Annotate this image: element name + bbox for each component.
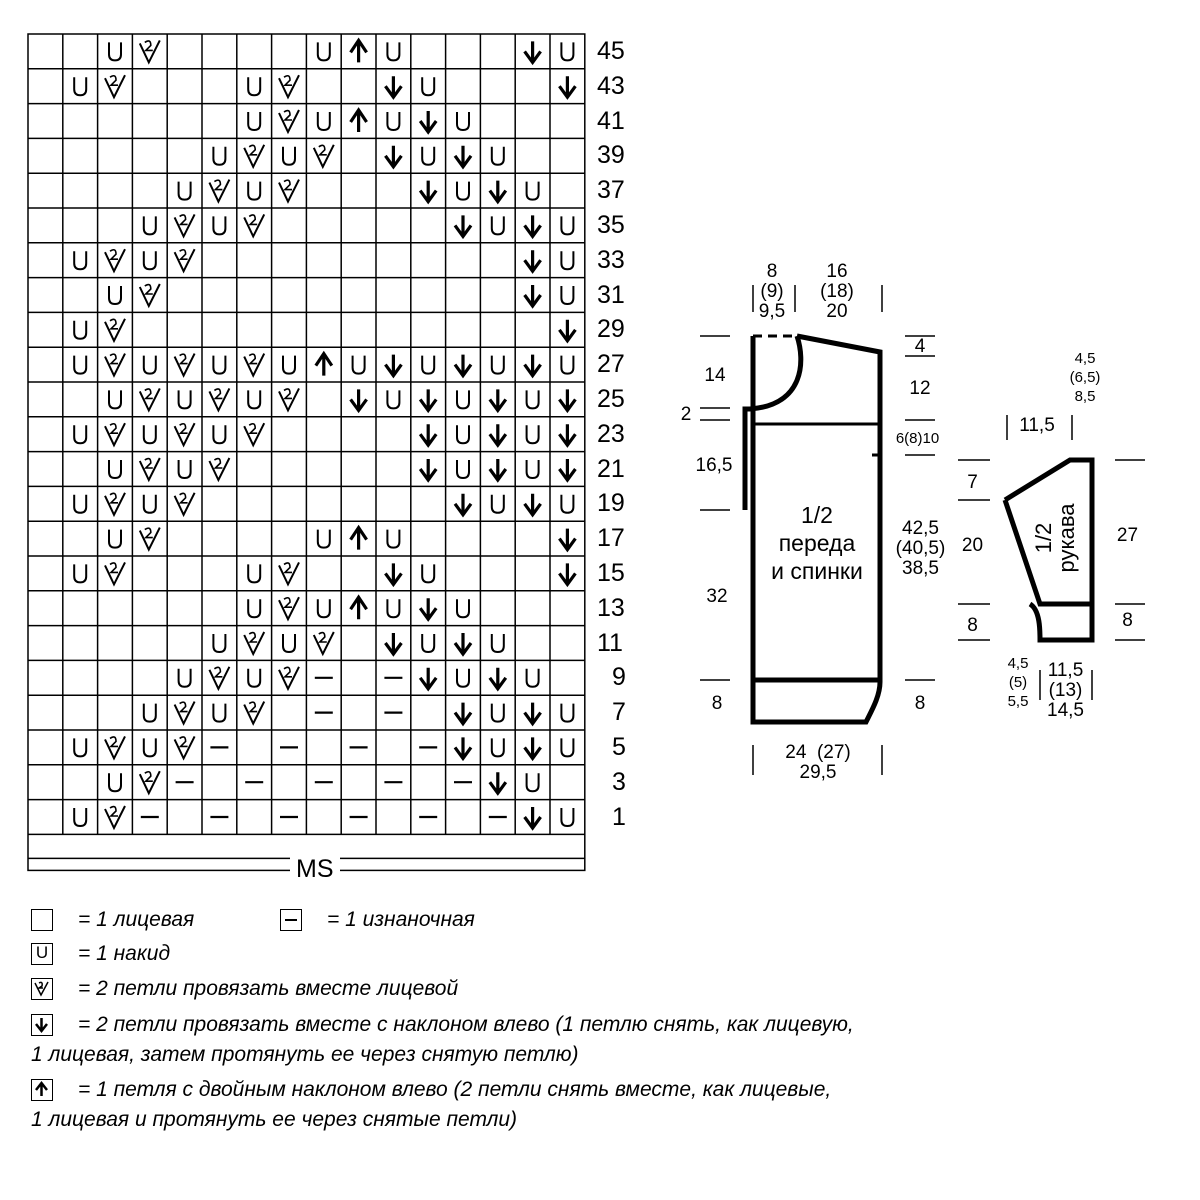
- k2tog-mark: [244, 423, 264, 445]
- rib-left: 8: [711, 693, 723, 714]
- yarn-over-mark: [561, 216, 573, 234]
- yarn-over-mark: [144, 216, 156, 234]
- row-number: 3: [612, 767, 626, 796]
- side-length: 42,5 (40,5) 38,5: [895, 518, 946, 579]
- yarn-over-mark: [353, 356, 365, 374]
- armhole-ext: 6(8)10: [895, 430, 940, 447]
- yarn-over-mark: [74, 251, 86, 269]
- k2tog-mark: [279, 388, 299, 410]
- yarn-over-mark: [527, 182, 539, 200]
- k2tog-mark: [314, 145, 334, 167]
- yarn-over-mark: [527, 460, 539, 478]
- ssk-mark: [455, 633, 471, 654]
- yarn-over-mark: [457, 112, 469, 130]
- ssk-mark: [420, 598, 436, 619]
- k2tog-mark: [105, 493, 125, 515]
- k2tog-mark: [105, 249, 125, 271]
- yarn-over-mark: [561, 808, 573, 826]
- ssk-mark: [559, 389, 575, 410]
- k2tog-mark: [314, 632, 334, 654]
- ssk-mark: [385, 76, 401, 97]
- yarn-over-mark: [422, 77, 434, 95]
- ssk-mark: [385, 633, 401, 654]
- k2tog-mark: [279, 562, 299, 584]
- yarn-over-mark: [248, 669, 260, 687]
- ssk-mark: [351, 389, 367, 410]
- ssk-mark: [525, 41, 541, 62]
- yarn-over-mark: [109, 286, 121, 304]
- sleeve-cap: 7: [967, 472, 978, 493]
- k2tog-mark: [244, 702, 264, 724]
- yarn-over-mark: [74, 808, 86, 826]
- ssk-mark: [525, 494, 541, 515]
- yarn-over-mark: [213, 216, 225, 234]
- k2tog-mark: [209, 180, 229, 202]
- row-number: 45: [597, 37, 625, 65]
- k2tog-mark: [244, 214, 264, 236]
- yarn-over-mark: [492, 738, 504, 756]
- yarn-over-mark: [457, 390, 469, 408]
- row-number: 5: [612, 733, 626, 761]
- k2tog-mark: [140, 458, 160, 480]
- k2tog-mark: [279, 180, 299, 202]
- body-length: 32: [706, 586, 728, 607]
- k2tog-mark: [175, 702, 195, 724]
- yarn-over-mark: [213, 147, 225, 165]
- row-number: 25: [597, 385, 625, 413]
- k2tog-symbol: [31, 978, 53, 1000]
- k2tog-mark: [244, 632, 264, 654]
- ssk-mark: [455, 703, 471, 724]
- yarn-over-mark: [457, 182, 469, 200]
- k2tog-mark: [105, 736, 125, 758]
- yarn-over-mark: [248, 390, 260, 408]
- k2tog-mark: [140, 771, 160, 793]
- cdd-symbol: [31, 1079, 53, 1101]
- shoulder-drop: 4: [914, 336, 926, 357]
- yarn-over-mark: [179, 460, 191, 478]
- yarn-over-mark: [492, 495, 504, 513]
- ssk-mark: [525, 737, 541, 758]
- yarn-over-mark: [561, 495, 573, 513]
- k2tog-mark: [105, 354, 125, 376]
- armhole-right: 12: [909, 378, 931, 399]
- yarn-over-mark: [248, 564, 260, 582]
- row-number: 29: [597, 315, 625, 344]
- yarn-over-mark: [527, 390, 539, 408]
- yarn-over-symbol: U: [31, 943, 53, 965]
- sleeve-top-left: 11,5: [1019, 415, 1055, 436]
- ssk-mark: [525, 215, 541, 236]
- legend-knit: = 1 лицевая: [78, 908, 195, 931]
- yarn-over-mark: [213, 704, 225, 722]
- row-number: 35: [597, 211, 625, 239]
- yarn-over-mark: [318, 599, 330, 617]
- yarn-over-mark: [492, 216, 504, 234]
- sleeve-length: 20: [961, 535, 984, 556]
- ssk-mark: [420, 424, 436, 445]
- ssk-mark: [455, 355, 471, 376]
- ssk-mark: [420, 111, 436, 132]
- yarn-over-mark: [283, 356, 295, 374]
- k2tog-mark: [209, 388, 229, 410]
- legend-k2tog: = 2 петли провязать вместе лицевой: [78, 977, 459, 1000]
- cdd-mark: [316, 354, 332, 376]
- yarn-over-mark: [144, 425, 156, 443]
- sleeve-top-right: 4,5 (6,5) 8,5: [1069, 350, 1101, 405]
- ssk-mark: [559, 424, 575, 445]
- k2tog-mark: [105, 423, 125, 445]
- k2tog-mark: [209, 458, 229, 480]
- yarn-over-mark: [318, 112, 330, 130]
- yarn-over-mark: [387, 42, 399, 60]
- ssk-mark: [385, 563, 401, 584]
- yarn-over-mark: [109, 42, 121, 60]
- k2tog-mark: [140, 40, 160, 62]
- k2tog-mark: [279, 597, 299, 619]
- yarn-over-mark: [74, 356, 86, 374]
- ms-label: MS: [290, 857, 340, 882]
- yarn-over-mark: [179, 669, 191, 687]
- ssk-mark: [420, 389, 436, 410]
- yarn-over-mark: [422, 356, 434, 374]
- yarn-over-mark: [74, 564, 86, 582]
- k2tog-mark: [105, 319, 125, 341]
- yarn-over-mark: [457, 425, 469, 443]
- k2tog-mark: [279, 110, 299, 132]
- row-number: 13: [597, 593, 625, 622]
- legend-yarn-over: = 1 накид: [78, 942, 171, 965]
- cdd-mark: [351, 40, 367, 62]
- k2tog-mark: [209, 667, 229, 689]
- legend-cdd-1: = 1 петля с двойным наклоном влево (2 петли снять вместе, как лицевые,: [78, 1078, 832, 1101]
- sleeve-cuff: [1030, 604, 1092, 640]
- ssk-mark: [490, 389, 506, 410]
- yarn-over-mark: [527, 425, 539, 443]
- yarn-over-mark: [561, 251, 573, 269]
- ssk-mark: [525, 285, 541, 306]
- yarn-over-mark: [179, 390, 191, 408]
- sleeve-cuff-left: 8: [967, 615, 978, 636]
- yarn-over-mark: [457, 599, 469, 617]
- sleeve-title: 1/2 рукава: [1031, 503, 1079, 573]
- yarn-over-mark: [457, 669, 469, 687]
- yarn-over-mark: [248, 112, 260, 130]
- ssk-mark: [455, 737, 471, 758]
- purl-symbol: [280, 909, 302, 931]
- cdd-mark: [351, 597, 367, 619]
- k2tog-mark: [105, 562, 125, 584]
- ssk-mark: [420, 459, 436, 480]
- k2tog-mark: [140, 528, 160, 550]
- row-number: 23: [597, 419, 625, 448]
- row-number: 21: [597, 454, 625, 483]
- knit-symbol: [31, 909, 53, 931]
- yarn-over-mark: [561, 286, 573, 304]
- yarn-over-mark: [387, 112, 399, 130]
- row-number: 39: [597, 141, 625, 170]
- yarn-over-mark: [387, 390, 399, 408]
- ssk-mark: [455, 494, 471, 515]
- yarn-over-mark: [561, 356, 573, 374]
- row-number: 1: [612, 802, 626, 831]
- top-left-dim: 8 (9) 9,5: [758, 261, 786, 322]
- yarn-over-mark: [109, 773, 121, 791]
- legend-purl: = 1 изнаночная: [327, 908, 475, 931]
- yarn-over-mark: [74, 321, 86, 339]
- ssk-mark: [490, 181, 506, 202]
- yarn-over-mark: [144, 738, 156, 756]
- rib-right: 8: [914, 693, 926, 714]
- ssk-mark: [455, 215, 471, 236]
- ssk-mark: [385, 355, 401, 376]
- yarn-over-mark: [492, 356, 504, 374]
- yarn-over-mark: [144, 356, 156, 374]
- row-number: 9: [612, 663, 626, 692]
- yarn-over-mark: [492, 147, 504, 165]
- row-number: 19: [597, 489, 625, 518]
- row-number: 37: [597, 176, 625, 205]
- yarn-over-mark: [422, 147, 434, 165]
- cdd-mark: [351, 528, 367, 550]
- ssk-mark: [490, 459, 506, 480]
- yarn-over-mark: [144, 251, 156, 269]
- ssk-mark: [490, 772, 506, 793]
- yarn-over-mark: [492, 634, 504, 652]
- yarn-over-mark: [144, 495, 156, 513]
- k2tog-mark: [279, 667, 299, 689]
- k2tog-mark: [244, 145, 264, 167]
- k2tog-mark: [105, 75, 125, 97]
- k2tog-mark: [175, 493, 195, 515]
- ssk-symbol: [31, 1014, 53, 1036]
- ssk-mark: [525, 703, 541, 724]
- yarn-over-mark: [561, 42, 573, 60]
- k2tog-mark: [175, 214, 195, 236]
- yarn-over-mark: [74, 495, 86, 513]
- row-number: 11: [597, 628, 623, 657]
- cdd-mark: [351, 110, 367, 132]
- ssk-mark: [525, 250, 541, 271]
- yarn-over-mark: [318, 42, 330, 60]
- ssk-mark: [490, 668, 506, 689]
- yarn-over-mark: [492, 704, 504, 722]
- ssk-mark: [490, 424, 506, 445]
- yarn-over-mark: [248, 182, 260, 200]
- yarn-over-mark: [527, 669, 539, 687]
- armhole-left: 16,5: [695, 455, 733, 476]
- legend-cdd-2: 1 лицевая и протянуть ее через снятые петли): [31, 1108, 518, 1131]
- body-title: 1/2 переда и спинки: [771, 502, 863, 584]
- k2tog-mark: [140, 284, 160, 306]
- yarn-over-mark: [387, 599, 399, 617]
- yarn-over-mark: [109, 460, 121, 478]
- bottom-width: 24 (27) 29,5: [785, 742, 851, 783]
- yarn-over-mark: [179, 182, 191, 200]
- yarn-over-mark: [561, 738, 573, 756]
- row-number: 31: [597, 280, 625, 309]
- ssk-mark: [420, 181, 436, 202]
- yarn-over-mark: [283, 634, 295, 652]
- k2tog-mark: [175, 249, 195, 271]
- step: 2: [680, 404, 692, 425]
- yarn-over-mark: [248, 77, 260, 95]
- k2tog-mark: [175, 354, 195, 376]
- k2tog-mark: [175, 736, 195, 758]
- yarn-over-mark: [74, 738, 86, 756]
- yarn-over-mark: [213, 356, 225, 374]
- ssk-mark: [385, 146, 401, 167]
- ssk-mark: [559, 320, 575, 341]
- yarn-over-mark: [527, 773, 539, 791]
- row-number: 43: [597, 71, 625, 100]
- ssk-mark: [455, 146, 471, 167]
- yarn-over-mark: [144, 704, 156, 722]
- legend-ssk-1: = 2 петли провязать вместе с наклоном влево (1 петлю снять, как лицевую,: [78, 1013, 854, 1036]
- chart-symbols: [74, 40, 575, 828]
- row-number: 27: [597, 350, 625, 379]
- ssk-mark: [420, 668, 436, 689]
- ssk-mark: [525, 355, 541, 376]
- k2tog-mark: [279, 75, 299, 97]
- yarn-over-mark: [561, 704, 573, 722]
- k2tog-mark: [175, 423, 195, 445]
- k2tog-mark: [244, 354, 264, 376]
- ssk-mark: [559, 459, 575, 480]
- legend-ssk-2: 1 лицевая, затем протянуть ее через снятую петлю): [31, 1043, 579, 1066]
- row-number: 33: [597, 245, 625, 274]
- ssk-mark: [559, 76, 575, 97]
- neck-depth: 14: [704, 365, 726, 386]
- k2tog-mark: [140, 388, 160, 410]
- ssk-mark: [559, 563, 575, 584]
- row-number: 41: [597, 106, 625, 135]
- row-number: 17: [597, 524, 625, 553]
- top-right-dim: 16 (18) 20: [820, 261, 854, 322]
- yarn-over-mark: [109, 390, 121, 408]
- sleeve-total: 27: [1116, 525, 1139, 546]
- yarn-over-mark: [457, 460, 469, 478]
- yarn-over-mark: [318, 530, 330, 548]
- yarn-over-mark: [283, 147, 295, 165]
- yarn-over-mark: [109, 530, 121, 548]
- yarn-over-mark: [213, 634, 225, 652]
- yarn-over-mark: [422, 564, 434, 582]
- yarn-over-mark: [248, 599, 260, 617]
- sleeve-bottom-left: 4,5 (5) 5,5: [1007, 655, 1029, 710]
- row-number: 7: [612, 698, 626, 727]
- yarn-over-mark: [422, 634, 434, 652]
- yarn-over-mark: [74, 77, 86, 95]
- ssk-mark: [559, 529, 575, 550]
- yarn-over-mark: [74, 425, 86, 443]
- row-number: 15: [597, 559, 625, 587]
- ssk-mark: [525, 807, 541, 828]
- yarn-over-mark: [387, 530, 399, 548]
- k2tog-mark: [105, 806, 125, 828]
- yarn-over-mark: [213, 425, 225, 443]
- sleeve-bottom-right: 11,5 (13) 14,5: [1047, 660, 1084, 721]
- sleeve-cuff-right: 8: [1122, 610, 1133, 631]
